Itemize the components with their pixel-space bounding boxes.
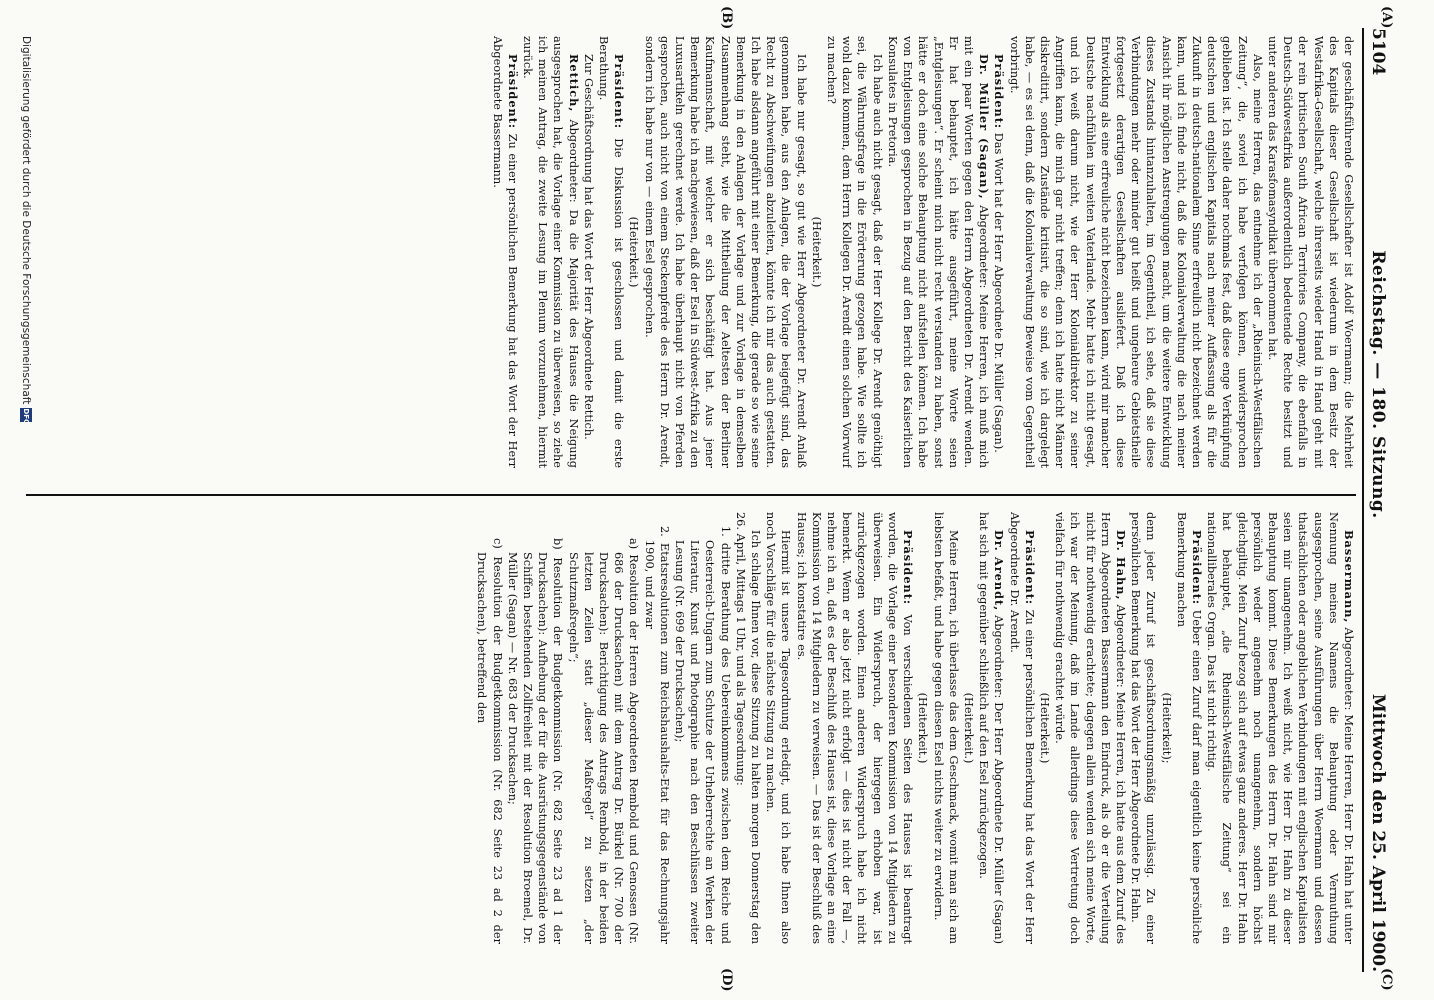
- agenda-item: 2. Etatsresolutionen zum Reichshaushalts-Etat für das Rechnungsjahr 1900, und zwar: [642, 526, 671, 944]
- dfg-note-text: Digitalisierung gefördert durch die Deutsche Forschungsgemeinschaft: [20, 36, 32, 405]
- dfg-logo-icon: DFG: [22, 408, 30, 425]
- paragraph: Hiermit ist unsere Tagesordnung erledigt, und ich habe Ihnen also noch Vorschläge für die nächste Sitzung zu machen.: [764, 512, 793, 944]
- agenda-subitem: c) Resolution der Budgetkommission (Nr. 682 Seite 23 ad 2 der Drucksachen), betreffend den: [475, 538, 504, 944]
- agenda-list: [474, 512, 732, 944]
- page-date: Mittwoch den 25. April 1900.: [1368, 693, 1388, 972]
- speaker-name: Präsident:: [1022, 530, 1037, 606]
- margin-mark-d: (D): [719, 968, 734, 992]
- page-title: Reichstag. — 180. Sitzung.: [1368, 250, 1388, 519]
- speaker-name: Präsident:: [1189, 530, 1204, 606]
- paragraph: Präsident: Zu einer persönlichen Bemerkung hat das Wort der Herr Abgeordnete Dr. Arendt.: [1007, 512, 1037, 944]
- paragraph: Dr. Arendt, Abgeordneter: Der Herr Abgeordnete Dr. Müller (Sagan) hat sich mit gegenüber schließlich auf den Esel zurückgezogen.: [977, 512, 1007, 944]
- reaction: (Heiterkeit.): [809, 216, 823, 288]
- margin-mark-c: (C): [1379, 968, 1394, 991]
- paragraph: Ich habe nur gesagt, so gut wie Herr Abgeordneter Dr. Arendt Anlaß genommen habe, aus den Anlagen, die der Vorlage beigefügt sind, das Recht zu Abschweifungen abzuleiten, könnte ich mir das auch gestatten. Ich habe alsdann angeführt mit einer Bemerkung, die gerade so wie seine Bemerkung in den Anlagen der Vorlage und zur Vorlage in demselben Zusammenhang steht, wie die Mittheilung der Aeltesten der Berliner Kaufmannschaft, mit welcher er sich beschäftigt hat. Aus jener Bemerkung habe ich nachgewiesen, daß der Esel in Südwest-Afrika zu den Luxusartikeln gerechnet werde. Ich habe überhaupt nicht von Pferden gesprochen, auch nicht von einem Steckenpferde des Herrn Dr. Arendt, sondern ich habe nur von — einem Esel gesprochen.: [642, 36, 808, 468]
- speaker-name: Präsident:: [901, 530, 916, 606]
- paragraph: Präsident: Von verschiedenen Seiten des Hauses ist beantragt worden, die Vorlage einer besonderen Kommission von 14 Mitgliedern zu überweisen. Ein Widerspruch, der hiergegen erhoben war, ist zurückgezogen worden. Einen anderen Widerspruch habe ich nicht bemerkt. Wenn er also jetzt nicht erfolgt — dies ist nicht der Fall —, nehme ich an, daß es der Beschluß des Hauses ist, diese Vorlage an eine Kommission von 14 Mitgliedern zu verweisen. — Das ist der Beschluß des Hauses; ich konstatire es.: [794, 512, 916, 944]
- speaker-name: Präsident:: [992, 54, 1007, 130]
- paragraph: Bassermann, Abgeordneter: Meine Herren, Herr Dr. Hahn hat unter Nennung meines Namens die Behauptung oder Vermuthung ausgesprochen, seine Ausführungen über Herrn Woermann und dessen thatsächlichen oder angeblichen Verbindungen mit englischen Kapitalisten seien mir unangenehm. Ich weiß nicht, wie Herr Dr. Hahn zu dieser Behauptung kommt. Diese Bemerkungen des Herrn Dr. Hahn sind mir persönlich weder angenehm noch unangenehm, sondern höchst gleichgiltig. Mein Zuruf bezog sich auf etwas ganz anderes. Herr Dr. Hahn hat behauptet, „die Rheinisch-Westfälische Zeitung“ sei ein nationalliberales Organ. Das ist nicht richtig.: [1205, 512, 1356, 944]
- paragraph: Ich schlage Ihnen vor, diese Sitzung zu halten morgen Donnerstag den 26. April, Mittags 1 Uhr, und als Tagesordnung:: [733, 512, 763, 944]
- paragraph: Rettich, Abgeordneter: Da die Majorität des Hauses die Neigung ausgesprochen hat, die Vorlage einer Kommission zu überweisen, so ziehe ich meinen Antrag, die zweite Lesung im Plenum vorzunehmen, hiermit zurück.: [521, 36, 581, 468]
- paragraph: Präsident: Ueber einen Zuruf darf man eigentlich keine persönliche Bemerkung machen: [1174, 512, 1204, 944]
- speaker-name: Bassermann,: [1342, 530, 1356, 624]
- paragraph: Ich habe auch nicht gesagt, daß der Herr Kollege Dr. Arendt genöthigt sei, die Währungsfrage in die Erörterung gezogen habe. Wie sollte ich wohl dazu kommen, dem Herrn Kollegen Dr. Arendt einen solchen Vorwurf zu machen?: [825, 36, 884, 468]
- speaker-name: Rettich,: [566, 54, 581, 113]
- speaker-name: Präsident:: [505, 54, 520, 130]
- speaker-name: Präsident:: [612, 54, 627, 130]
- reaction: (Heiterkeit.): [916, 692, 930, 764]
- digitization-note: [20, 36, 32, 425]
- speaker-name: Dr. Arendt,: [992, 530, 1007, 612]
- paragraph: der geschäftsführende Gesellschafter ist Adolf Woermann; die Mehrheit des Kapitals dieser Gesellschaft ist wiederum in dem Besitz der Westafrika-Gesellschaft, welche ihrerseits wieder Hand in Hand geht mit der rein britischen South African Territories Company, die ebenfalls in Deutsch-Südwestafrika außerordentlich bedeutende Rechte besitzt und unter anderen das Karasfomasyndikat übernommen hat.: [1265, 36, 1355, 468]
- paragraph: Präsident: Zu einer persönlichen Bemerkung hat das Wort der Herr Abgeordnete Bassermann.: [490, 36, 520, 468]
- reaction: (Heiterkeit);: [1159, 692, 1173, 764]
- reaction: (Heiterkeit.): [961, 692, 975, 764]
- paragraph: Dr. Hahn, Abgeordneter: Meine Herren, ich hatte aus dem Zuruf des Herrn Abgeordneten Bassermann den Eindruck, als ob er die Verteilung nicht für nothwendig erachtete; dagegen allein wenden sich meine Worte, ich war der Meinung, daß im Lande allerdings diese Vertretung doch vielfach für nothwendig erachtet würde.: [1053, 512, 1128, 944]
- page-number: 5104: [1368, 28, 1388, 76]
- margin-mark-a: (A): [1379, 6, 1394, 29]
- paragraph: Also, meine Herren, das entnehme ich der „Rheinisch-Westfälischen Zeitung“, die, soviel ich habe verfolgen können, unwidersprochen geblieben ist. Ich stelle daher nochmals fest, daß diese enge Verknüpfung deutschen und englischen Kapitals nach meiner Auffassung als für die Zukunft in deutsch-nationalem Sinne erfreulich nicht bezeichnet werden kann, und ich finde nicht, daß die Kolonialverwaltung die nach meiner Ansicht ihr möglichen Anstrengungen macht, um die weitere Entwicklung dieses Zustands hintanzuhalten, im Gegentheil, ich sehe, daß sie diese Verbindungen mehr oder minder gut heißt und ungeheure Gebietstheile fortgesetzt derartigen Gesellschaften ausliefert. Daß ich diese Entwicklung als eine erfreuliche nicht bezeichnen kann, wird mir mancher Deutsche nachfühlen im weiten Vaterlande. Mehr hatte ich nicht gesagt, und ich weiß darum nicht, wie der Herr Kolonialdirektor zu seiner Angriffen kann, die mich gar nicht treffen; denn ich hatte nicht Männer diskreditirt, sondern Zustände kritisirt, die so sind, wie ich dargelegt habe, — es sei denn, daß die Kolonialverwaltung Beweise vom Gegentheil vorbringt.: [1007, 36, 1264, 468]
- agenda-subitem: b) Resolution der Budgetkommission (Nr. 682 Seite 23 ad 1 der Drucksachen): Aufhebung der für die Ausrüstungsgegenstände von Schiffen bestehenden Zollfreiheit mit der Resolution Broemel, Dr. Müller (Sagan) — Nr. 683 der Drucksachen;: [505, 538, 565, 944]
- paragraph: Präsident: Das Wort hat der Herr Abgeordnete Dr. Müller (Sagan).: [992, 54, 1007, 453]
- right-column: [26, 512, 1356, 944]
- paragraph: Meine Herren, ich überlasse das dem Geschmack, womit man sich am liebsten befaßt, und habe gegen diesen Esel nichts weiter zu erwidern.: [931, 512, 960, 944]
- margin-mark-b: (B): [719, 6, 734, 30]
- paragraph: Dr. Müller (Sagan), Abgeordneter: Meine Herren, ich muß mich mit ein paar Worten gegen den Herrn Abgeordneten Dr. Arendt wenden. Er hat behauptet, ich hätte ausgeführt, meine Worte seien „Entgleisungen“. Er scheint mich nicht recht verstanden zu haben, sonst hätte er doch eine solche Behauptung nicht aufstellen können. Ich habe von Entgleisungen gesprochen in Bezug auf den Bericht des Kaiserlichen Konsulates in Pretoria.: [885, 36, 992, 468]
- left-column: [26, 36, 1356, 468]
- reaction: (Heiterkeit.): [1037, 692, 1051, 764]
- paragraph: Präsident: Die Diskussion ist geschlossen und damit die erste Berathung.: [597, 36, 627, 468]
- paragraph: Zur Geschäftsordnung hat das Wort der Herr Abgeordnete Rettich.: [581, 54, 595, 440]
- speaker-name: Dr. Hahn,: [1113, 530, 1128, 601]
- agenda-subitem: a) Resolution der Herren Abgeordneten Rembold und Genossen (Nr. 686 der Drucksachen) mit dem Antrag Dr. Bürkel (Nr. 700 der Drucksachen): Berichtigung des Antrags Rembold, in der beiden letzten Zeilen statt „dieser Maßregel“ zu setzen „der Schutzmaßregeln“;: [566, 538, 641, 944]
- column-divider: [26, 494, 1356, 496]
- speaker-name: Dr. Müller (Sagan),: [977, 54, 992, 200]
- reaction: (Heiterkeit.): [627, 216, 641, 288]
- page-header: [1362, 28, 1408, 972]
- agenda-item: 1. dritte Berathung des Uebereinkommens zwischen dem Reiche und Oesterreich-Ungarn zum Schutze der Urheberrechte an Werken der Literatur, Kunst und Photographie nach den Beschlüssen zweiter Lesung (Nr. 699 der Drucksachen);: [673, 526, 732, 944]
- paragraph: denn jeder Zuruf ist geschäftsordnungsmäßig unzulässig. Zu einer persönlichen Bemerkung hat das Wort der Herr Abgeordnete Dr. Hahn.: [1129, 512, 1158, 944]
